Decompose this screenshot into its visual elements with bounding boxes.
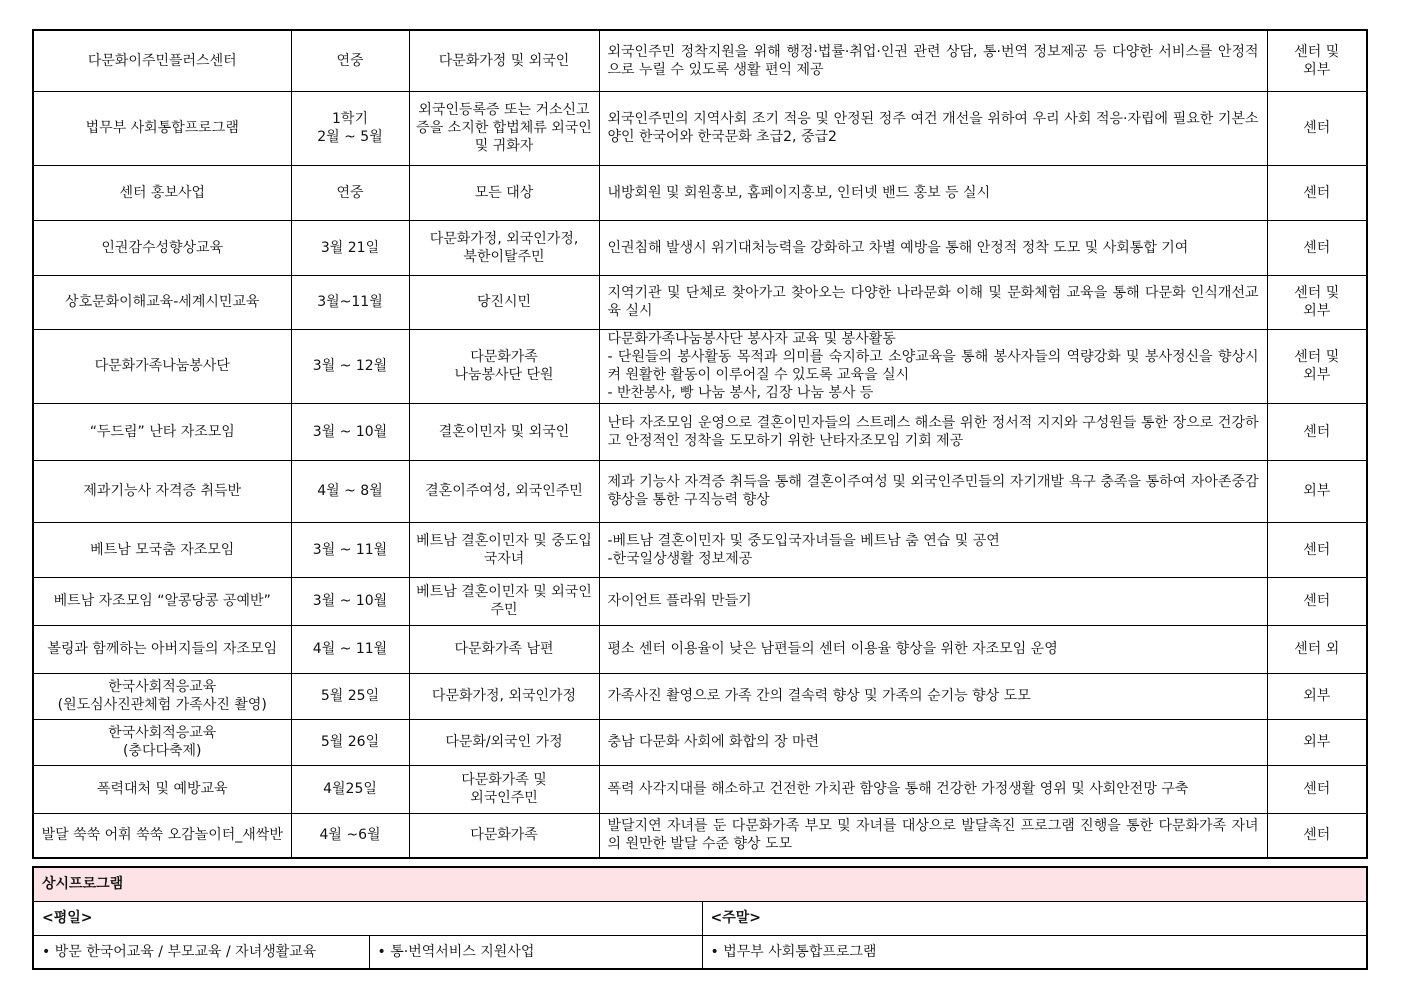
- program-description: 내방회원 및 회원홍보, 홈페이지홍보, 인터넷 밴드 홍보 등 실시: [599, 165, 1267, 220]
- program-row: [33, 403, 1367, 460]
- program-place: 센터: [1267, 165, 1367, 220]
- program-row: [33, 813, 1367, 858]
- program-description: 외국인주민 정착지원을 위해 행정·법률·취업·인권 관련 상담, 통·번역 정보제공 등 다양한 서비스를 안정적으로 누릴 수 있도록 생활 편익 제공: [599, 30, 1267, 91]
- program-row: [33, 329, 1367, 403]
- permanent-program-title: 상시프로그램: [33, 867, 1367, 901]
- program-name: 상호문화이해교육-세계시민교육: [33, 275, 291, 329]
- program-row: [33, 673, 1367, 719]
- weekday-label: <평일>: [33, 901, 702, 935]
- program-row: [33, 577, 1367, 625]
- program-description: 외국인주민의 지역사회 조기 적응 및 안정된 정주 여건 개선을 위하여 우리 사회 적응·자립에 필요한 기본소양인 한국어와 한국문화 초급2, 중급2: [599, 91, 1267, 165]
- program-place: 센터: [1267, 220, 1367, 275]
- program-period: 3월~11월: [291, 275, 409, 329]
- program-row: [33, 165, 1367, 220]
- program-name: 다문화가족나눔봉사단: [33, 329, 291, 403]
- program-description: 다문화가족나눔봉사단 봉사자 교육 및 봉사활동 - 단원들의 봉사활동 목적과 의미를 숙지하고 소양교육을 통해 봉사자들의 역량강화 및 봉사정신을 향상시켜 원활한 활동이 이루어질 수 있도록 교육을 실시 - 반찬봉사, 빵 나눔 봉사, 김장 나눔 봉사 등: [599, 329, 1267, 403]
- program-period: 1학기 2월 ~ 5월: [291, 91, 409, 165]
- program-target: 베트남 결혼이민자 및 외국인주민: [409, 577, 599, 625]
- program-name: 발달 쑥쑥 어휘 쑥쑥 오감놀이터_새싹반: [33, 813, 291, 858]
- program-name: 볼링과 함께하는 아버지들의 자조모임: [33, 625, 291, 673]
- program-description: 지역기관 및 단체로 찾아가고 찾아오는 다양한 나라문화 이해 및 문화체험 교육을 통해 다문화 인식개선교육 실시: [599, 275, 1267, 329]
- permanent-program-table: [32, 866, 1368, 970]
- program-name: 베트남 모국춤 자조모임: [33, 522, 291, 577]
- program-period: 3월 ~ 10월: [291, 403, 409, 460]
- program-place: 외부: [1267, 719, 1367, 765]
- program-period: 4월 ~ 8월: [291, 460, 409, 522]
- program-period: 3월 21일: [291, 220, 409, 275]
- program-place: 센터 및 외부: [1267, 30, 1367, 91]
- program-description: 평소 센터 이용율이 낮은 남편들의 센터 이용율 향상을 위한 자조모임 운영: [599, 625, 1267, 673]
- program-name: 한국사회적응교육 (충다다축제): [33, 719, 291, 765]
- program-place: 센터: [1267, 522, 1367, 577]
- program-name: 센터 홍보사업: [33, 165, 291, 220]
- program-period: 4월 ~ 11월: [291, 625, 409, 673]
- program-target: 외국인등록증 또는 거소신고증을 소지한 합법체류 외국인 및 귀화자: [409, 91, 599, 165]
- program-row: [33, 91, 1367, 165]
- program-place: 센터: [1267, 813, 1367, 858]
- program-period: 연중: [291, 30, 409, 91]
- program-description: 난타 자조모임 운영으로 결혼이민자들의 스트레스 해소를 위한 정서적 지지와 구성원들 통한 장으로 건강하고 안정적인 정착을 도모하기 위한 난타자조모임 기회 제공: [599, 403, 1267, 460]
- program-row: [33, 220, 1367, 275]
- program-table: [32, 29, 1368, 859]
- program-name: 한국사회적응교육 (원도심사진관체험 가족사진 촬영): [33, 673, 291, 719]
- program-period: 5월 25일: [291, 673, 409, 719]
- program-period: 5월 26일: [291, 719, 409, 765]
- weekday-item: • 통·번역서비스 지원사업: [369, 935, 702, 969]
- program-name: 다문화이주민플러스센터: [33, 30, 291, 91]
- program-row: [33, 765, 1367, 813]
- program-table-body: [33, 30, 1367, 858]
- program-period: 4월 ~6월: [291, 813, 409, 858]
- program-period: 3월 ~ 12월: [291, 329, 409, 403]
- program-place: 센터 및 외부: [1267, 329, 1367, 403]
- program-target: 결혼이주여성, 외국인주민: [409, 460, 599, 522]
- program-place: 센터: [1267, 577, 1367, 625]
- program-description: 충남 다문화 사회에 화합의 장 마련: [599, 719, 1267, 765]
- program-period: 4월25일: [291, 765, 409, 813]
- program-name: 베트남 자조모임 “알콩당콩 공예반”: [33, 577, 291, 625]
- program-target: 베트남 결혼이민자 및 중도입국자녀: [409, 522, 599, 577]
- program-place: 센터: [1267, 91, 1367, 165]
- program-place: 외부: [1267, 460, 1367, 522]
- program-target: 다문화가족 나눔봉사단 단원: [409, 329, 599, 403]
- program-name: “두드림” 난타 자조모임: [33, 403, 291, 460]
- weekday-item: • 방문 한국어교육 / 부모교육 / 자녀생활교육: [33, 935, 369, 969]
- program-place: 센터: [1267, 765, 1367, 813]
- program-target: 결혼이민자 및 외국인: [409, 403, 599, 460]
- program-target: 다문화가족 남편: [409, 625, 599, 673]
- program-period: 연중: [291, 165, 409, 220]
- program-target: 다문화가족 및 외국인주민: [409, 765, 599, 813]
- program-name: 인권감수성향상교육: [33, 220, 291, 275]
- program-description: 폭력 사각지대를 해소하고 건전한 가치관 함양을 통해 건강한 가정생활 영위 및 사회안전망 구축: [599, 765, 1267, 813]
- program-row: [33, 275, 1367, 329]
- program-description: 가족사진 촬영으로 가족 간의 결속력 향상 및 가족의 순기능 향상 도모: [599, 673, 1267, 719]
- program-place: 센터 및 외부: [1267, 275, 1367, 329]
- program-period: 3월 ~ 10월: [291, 577, 409, 625]
- program-target: 다문화가족: [409, 813, 599, 858]
- program-target: 당진시민: [409, 275, 599, 329]
- program-name: 제과기능사 자격증 취득반: [33, 460, 291, 522]
- program-description: 인권침해 발생시 위기대처능력을 강화하고 차별 예방을 통해 안정적 정착 도모 및 사회통합 기여: [599, 220, 1267, 275]
- program-target: 다문화가정, 외국인가정, 북한이탈주민: [409, 220, 599, 275]
- weekend-item: • 법무부 사회통합프로그램: [702, 935, 1367, 969]
- program-row: [33, 30, 1367, 91]
- program-row: [33, 460, 1367, 522]
- program-place: 센터 외: [1267, 625, 1367, 673]
- program-row: [33, 625, 1367, 673]
- program-target: 다문화가정, 외국인가정: [409, 673, 599, 719]
- program-target: 모든 대상: [409, 165, 599, 220]
- program-row: [33, 719, 1367, 765]
- weekend-label: <주말>: [702, 901, 1367, 935]
- program-place: 외부: [1267, 673, 1367, 719]
- program-place: 센터: [1267, 403, 1367, 460]
- program-target: 다문화가정 및 외국인: [409, 30, 599, 91]
- program-description: 발달지연 자녀를 둔 다문화가족 부모 및 자녀를 대상으로 발달촉진 프로그램 진행을 통한 다문화가족 자녀의 원만한 발달 수준 향상 도모: [599, 813, 1267, 858]
- program-period: 3월 ~ 11월: [291, 522, 409, 577]
- program-row: [33, 522, 1367, 577]
- program-description: 제과 기능사 자격증 취득을 통해 결혼이주여성 및 외국인주민들의 자기개발 욕구 충족을 통하여 자아존중감 향상을 통한 구직능력 향상: [599, 460, 1267, 522]
- program-description: 자이언트 플라워 만들기: [599, 577, 1267, 625]
- program-name: 폭력대처 및 예방교육: [33, 765, 291, 813]
- program-description: -베트남 결혼이민자 및 중도입국자녀들을 베트남 춤 연습 및 공연 -한국일상생활 정보제공: [599, 522, 1267, 577]
- program-target: 다문화/외국인 가정: [409, 719, 599, 765]
- program-name: 법무부 사회통합프로그램: [33, 91, 291, 165]
